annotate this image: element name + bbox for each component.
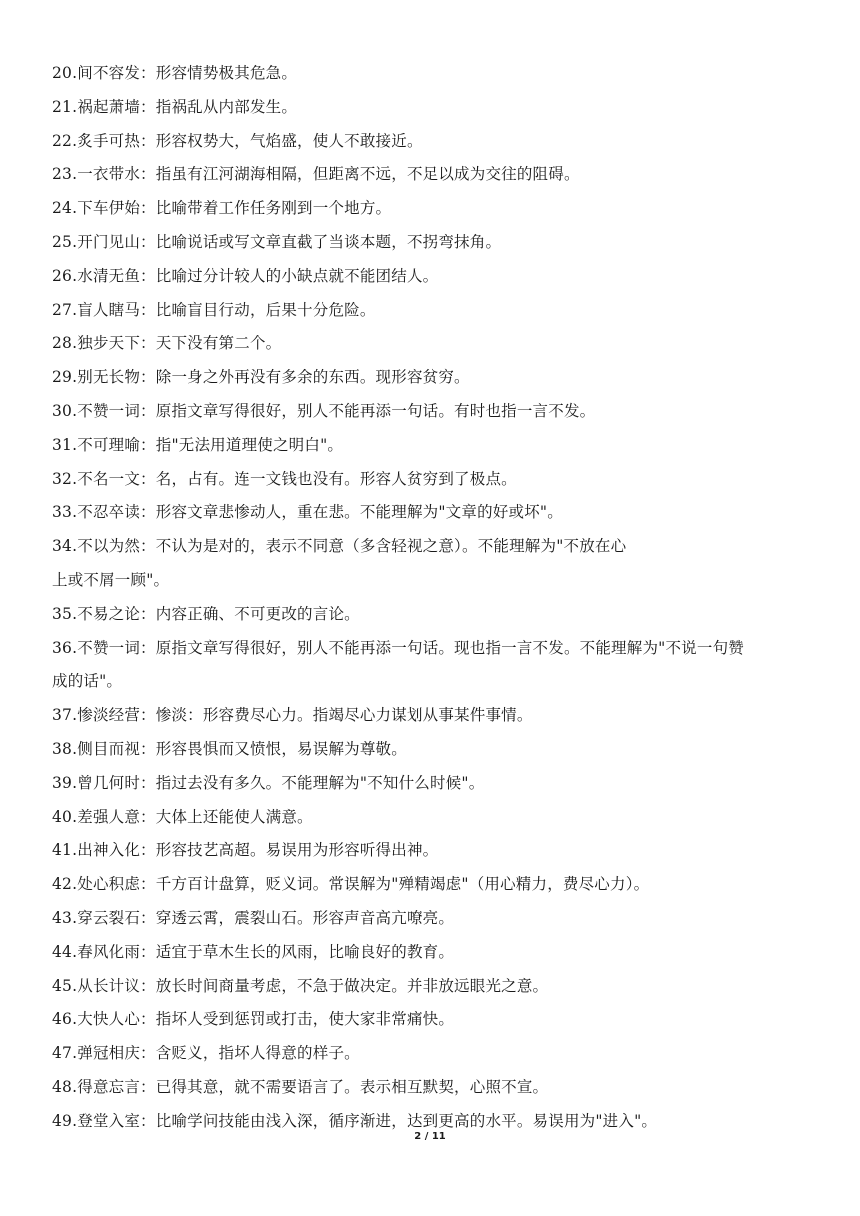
idiom-entry: 40.差强人意：大体上还能使人满意。 [52, 807, 313, 826]
idiom-list [52, 57, 822, 1139]
idiom-entry: 29.别无长物：除一身之外再没有多余的东西。现形容贫穷。 [52, 368, 470, 387]
idiom-entry: 25.开门见山：比喻说话或写文章直截了当谈本题，不拐弯抹角。 [52, 232, 502, 251]
idiom-entry: 20.间不容发：形容情势极其危急。 [52, 64, 298, 82]
idiom-entry: 39.曾几何时：指过去没有多久。不能理解为"不知什么时候"。 [52, 773, 485, 792]
idiom-entry: 27.盲人瞎马：比喻盲目行动，后果十分危险。 [52, 300, 376, 319]
idiom-entry: 47.弹冠相庆：含贬义，指坏人得意的样子。 [52, 1044, 360, 1063]
idiom-entry: 41.出神入化：形容技艺高超。易误用为形容听得出神。 [52, 841, 439, 860]
idiom-entry: 23.一衣带水：指虽有江河湖海相隔，但距离不远，不足以成为交往的阻碍。 [52, 165, 580, 184]
idiom-entry: 28.独步天下：天下没有第二个。 [52, 334, 282, 353]
idiom-entry: 21.祸起萧墙：指祸乱从内部发生。 [52, 97, 298, 116]
page-number: 2 / 11 [414, 1131, 446, 1142]
idiom-entry: 44.春风化雨：适宜于草木生长的风雨，比喻良好的教育。 [52, 942, 455, 961]
idiom-entry: 38.侧目而视：形容畏惧而又愤恨，易误解为尊敬。 [52, 739, 407, 758]
idiom-entry: 48.得意忘言：已得其意，就不需要语言了。表示相互默契，心照不宣。 [52, 1077, 549, 1096]
idiom-entry: 32.不名一文：名，占有。连一文钱也没有。形容人贫穷到了极点。 [52, 469, 517, 488]
idiom-entry: 43.穿云裂石：穿透云霄，震裂山石。形容声音高亢嘹亮。 [52, 908, 455, 927]
idiom-entry: 36.不赞一词：原指文章写得很好，别人不能再添一句话。现也指一言不发。不能理解为"不说一句赞 [52, 638, 744, 657]
idiom-entry: 31.不可理喻：指"无法用道理使之明白"。 [52, 435, 344, 454]
idiom-entry: 34.不以为然：不认为是对的，表示不同意（多含轻视之意）。不能理解为"不放在心 [52, 537, 627, 556]
idiom-entry: 46.大快人心：指坏人受到惩罚或打击，使大家非常痛快。 [52, 1010, 455, 1029]
idiom-entry: 35.不易之论：内容正确、不可更改的言论。 [52, 604, 360, 623]
idiom-entry: 42.处心积虑：千方百计盘算，贬义词。常误解为"殚精竭虑"（用心精力，费尽心力）。 [52, 875, 650, 894]
idiom-entry: 33.不忍卒读：形容文章悲惨动人，重在悲。不能理解为"文章的好或坏"。 [52, 503, 563, 522]
idiom-entry-continuation: 上或不屑一顾"。 [52, 570, 170, 589]
idiom-entry: 22.炙手可热：形容权势大，气焰盛，使人不敢接近。 [52, 131, 423, 150]
idiom-entry: 45.从长计议：放长时间商量考虑，不急于做决定。并非放远眼光之意。 [52, 976, 549, 995]
idiom-entry: 37.惨淡经营：惨淡：形容费尽心力。指竭尽心力谋划从事某件事情。 [52, 706, 533, 725]
idiom-entry: 24.下车伊始：比喻带着工作任务刚到一个地方。 [52, 199, 392, 218]
idiom-entry: 30.不赞一词：原指文章写得很好，别人不能再添一句话。有时也指一言不发。 [52, 401, 596, 420]
idiom-entry: 49.登堂入室：比喻学问技能由浅入深，循序渐进，达到更高的水平。易误用为"进入"。 [52, 1111, 658, 1130]
idiom-entry: 26.水清无鱼：比喻过分计较人的小缺点就不能团结人。 [52, 266, 439, 285]
idiom-entry-continuation: 成的话"。 [52, 672, 123, 691]
